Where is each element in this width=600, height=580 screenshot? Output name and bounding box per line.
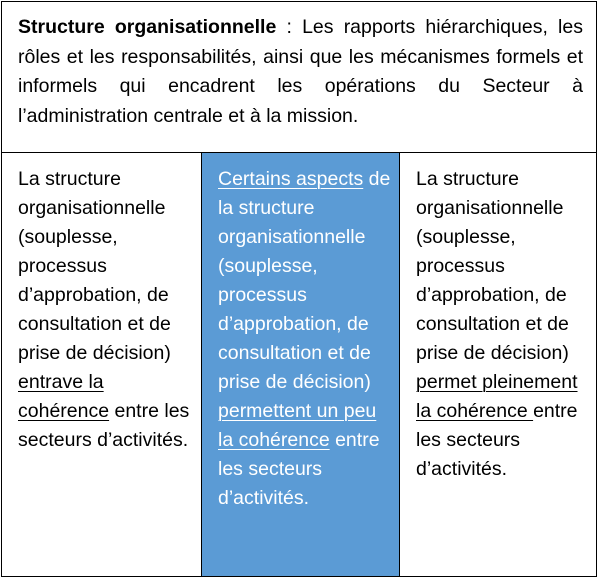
rating-low-intro: La structure organisationnelle (souplesse, processus d’approbation, de consultation et de prise de décision) [18,168,171,364]
rating-medium-intro: de la structure organisationnelle (souplesse, processus d’approbation, de consultation et de prise de décision) [218,168,391,393]
criterion-separator: : [276,16,303,38]
rating-medium-outro: entre les secteurs d’activités. [218,429,380,509]
rating-high-intro: La structure organisationnelle (souplesse, processus d’approbation, de consultation et de prise de décision) [416,168,569,364]
rating-column-medium-selected [202,153,400,576]
rating-low-keyphrase: entrave la cohérence [18,371,110,422]
rating-high-keyphrase: permet pleinement la cohérence [416,371,578,422]
rating-medium-lead: Certains aspects [218,168,364,190]
criterion-definition [2,2,596,153]
rating-high-outro: entre les secteurs d’activités. [416,400,578,480]
rating-column-low [2,153,202,576]
criterion-term: Structure organisationnelle [18,16,277,38]
criteria-table [1,1,597,577]
criterion-description: Les rapports hiérarchiques, les rôles et les responsabilités, ainsi que les mécanismes formels et informels qui encadrent les opérations du Secteur à l’administration centrale et à la mission. [18,16,583,127]
rating-low-outro: entre les secteurs d’activités. [18,400,190,451]
rating-medium-keyphrase: permettent un peu la cohérence [218,400,377,451]
rating-column-high [400,153,596,576]
